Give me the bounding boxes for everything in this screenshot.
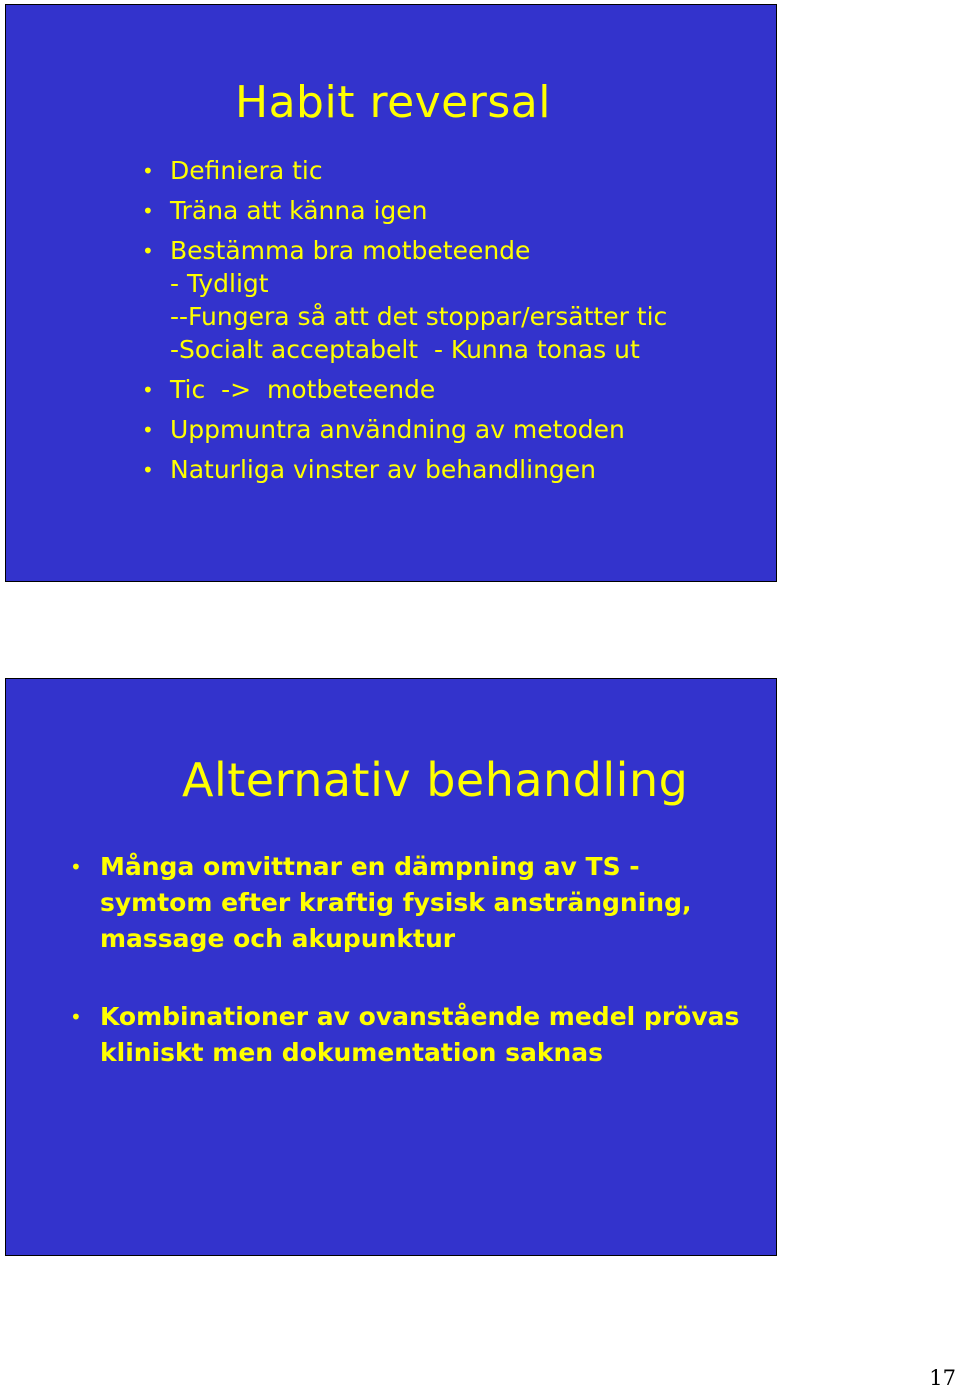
bullet-icon: • (142, 199, 154, 223)
bullet-icon: • (142, 378, 154, 402)
bullet-icon: • (142, 418, 154, 442)
bullet-icon: • (142, 458, 154, 482)
bullet-item (142, 235, 667, 366)
bullet-subline: --Fungera så att det stoppar/ersätter tic (170, 302, 668, 331)
bullet-text: Många omvittnar en dämpning av TS - symtom efter kraftig fysisk ansträngning, massage och akupunktur (100, 852, 692, 953)
page-number: 17 (929, 1366, 956, 1390)
bullet-icon: • (142, 159, 154, 183)
slide-alternativ-behandling (5, 678, 777, 1256)
bullet-text: Tic -> motbeteende (170, 375, 436, 404)
bullet-list (142, 155, 667, 494)
bullet-item (142, 454, 667, 486)
bullet-item (142, 414, 667, 446)
bullet-text: Bestämma bra motbeteende (170, 236, 531, 265)
bullet-text: Kombinationer av ovanstående medel prövas kliniskt men dokumentation saknas (100, 1002, 740, 1067)
bullet-text: Träna att känna igen (170, 196, 428, 225)
slide-habit-reversal (5, 4, 777, 582)
slide-title: Alternativ behandling (182, 753, 689, 807)
bullet-item (70, 849, 760, 957)
bullet-item (142, 374, 667, 406)
bullet-item (70, 999, 760, 1071)
bullet-text: Naturliga vinster av behandlingen (170, 455, 597, 484)
bullet-subline: -Socialt acceptabelt - Kunna tonas ut (170, 335, 640, 364)
bullet-item (142, 155, 667, 187)
bullet-text: Uppmuntra användning av metoden (170, 415, 625, 444)
bullet-icon: • (70, 1005, 82, 1029)
bullet-subline: - Tydligt (170, 269, 269, 298)
bullet-icon: • (142, 239, 154, 263)
bullet-item (142, 195, 667, 227)
bullet-icon: • (70, 855, 82, 879)
slide-title: Habit reversal (235, 77, 551, 128)
bullet-list (70, 849, 760, 1113)
bullet-text: Definiera tic (170, 156, 323, 185)
